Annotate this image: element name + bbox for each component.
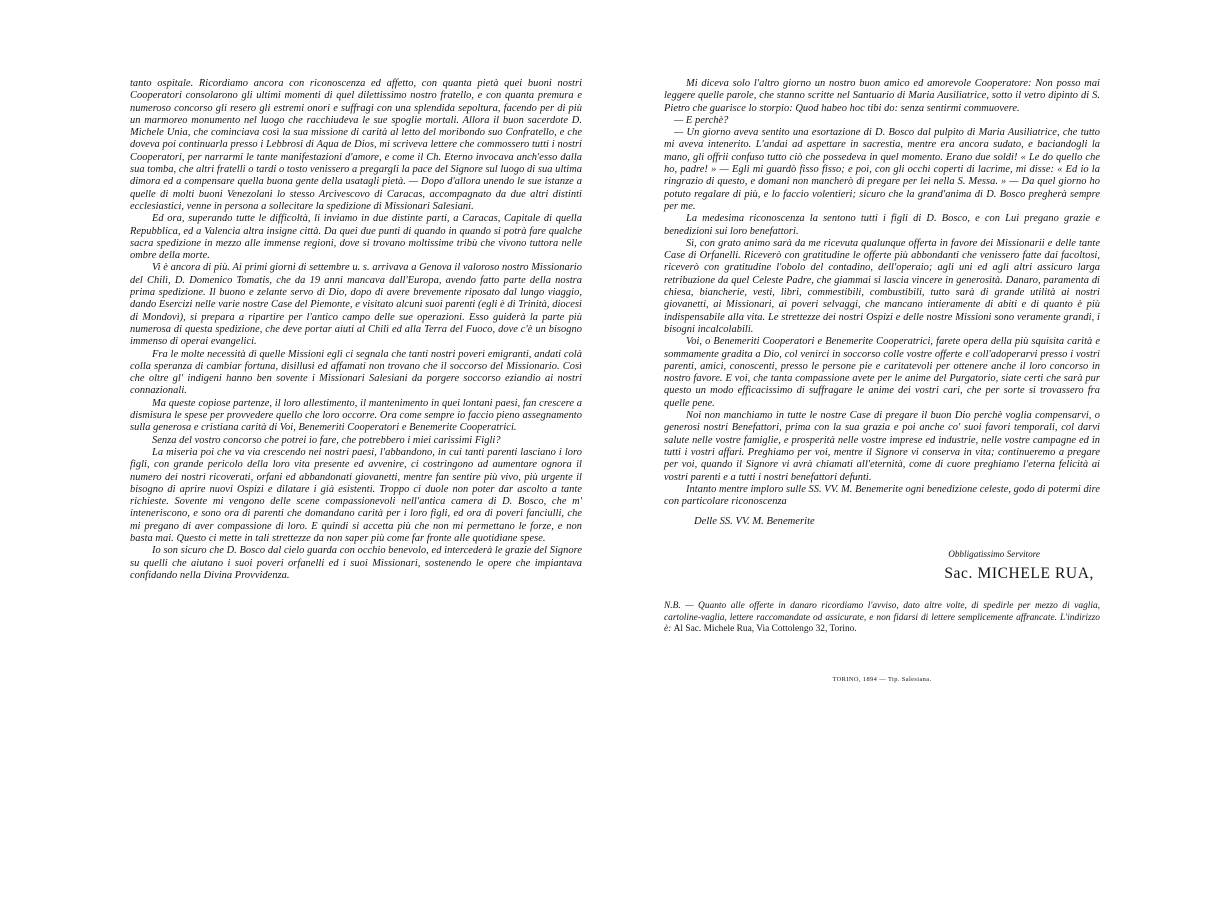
right-paragraph: Mi diceva solo l'altro giorno un nostro buon amico ed amorevole Cooperatore: Non posso mai leggere quelle parole, che stanno scritte nel Santuario di Maria Ausiliatrice, sotto il vetro dipinto di S. Pietro che guarisce lo storpio: Quod habeo hoc tibi do: senza sentirmi commuovere.: [664, 78, 1100, 114]
right-paragraph: — Un giorno aveva sentito una esortazione di D. Bosco dal pulpito di Maria Ausiliatrice, che tutto mi aveva intenerito. L'andai ad aspettare in sacrestia, mentre era ancora sudato, e baciandogli la mano, gli offrii confuso tutto ciò che possedeva in quel momento. Erano due soldi! « Le do quello che ho, padre! » — Egli mi guardò fisso fisso; e poi, con gli occhi coperti di lacrime, mi disse: « Ed io la ringrazio di questo, e domani non mancherò di pregare per lei nella S. Messa. » — Da quel giorno ho potuto regalare di più, e lo faccio volentieri; sicuro che la grand'anima di D. Bosco pregherà sempre per me.: [664, 127, 1100, 212]
right-paragraph: Voi, o Benemeriti Cooperatori e Benemerite Cooperatrici, farete opera della più squisita carità e sommamente gradita a Dio, col venirci in soccorso colle vostre offerte e coll'adoperarvi presso i vostri parenti, amici, conoscenti, presso le persone pie e caritatevoli per ottenere anche il loro concorso in nostro favore. E voi, che tanta compassione avete per le anime del Purgatorio, siate certi che sarà pur questo un modo efficacissimo di suffragare le anime dei vostri cari, che per sorte si trovassero fra quelle pene.: [664, 336, 1100, 409]
closing-salutation: Delle SS. VV. M. Benemerite: [694, 516, 815, 528]
right-paragraph: — E perchè?: [674, 114, 729, 126]
left-paragraph: tanto ospitale. Ricordiamo ancora con riconoscenza ed affetto, con quanta pietà quei buoni nostri Cooperatori consolarono gli ultimi momenti di quel dilettissimo nostro fratello, e con quanta premura e numeroso concorso gli resero gli estremi onori e suffragi con una splendida sepoltura, facendo per di più un marmoreo monumento nel luogo che racchiudeva le sue spoglie mortali. Allora il buon sacerdote D. Michele Unia, che cominciava così la sua missione di carità al letto del moribondo suo Confratello, e che doveva poi continuarla presso i Lebbrosi di Aqua de Dios, mi scriveva lettere che commossero tutti i nostri Cooperatori, per narrarmi le tante manifestazioni d'amore, e come il Ch. Eterno invocava anch'esso dalla sua tomba, che altri fratelli o tardi o tosto venissero a pregargli la pace del Signore sul luogo di sua ultima dimora ed a compensare quella buona gente della usatagli pietà. — Dopo d'allora unendo le sue istanze a quelle di molti buoni Venezolani lo stesso Arcivescovo di Caracas, accompagnato da due altri distinti ecclesiastici, venne in persona a sollecitare la spedizione di Missionari Salesiani.: [130, 78, 582, 212]
right-paragraph: La medesima riconoscenza la sentono tutti i figli di D. Bosco, e con Lui pregano grazie e benedizioni sui loro benefattori.: [664, 213, 1100, 237]
right-paragraph: Noi non manchiamo in tutte le nostre Case di pregare il buon Dio perchè voglia compensarvi, o generosi nostri Benefattori, prima con la sua grazia e poi anche co' suoi favori temporali, col darvi salute nelle vostre famiglie, e prosperità nelle vostre imprese ed industrie, nelle vostre campagne ed in tutti i vostri affari. Preghiamo per voi, mentre il Signore vi conserva in vita; continueremo a pregare per voi, quando il Signore vi avrà chiamati all'eternità, come di cuore preghiamo l'eterna felicità ai vostri parenti e a tutti i nostri benefattori defunti.: [664, 410, 1100, 483]
right-page: [664, 78, 1100, 778]
nota-bene-text: N.B. — Quanto alle offerte in danaro ricordiamo l'avviso, dato altre volte, di spedirle per mezzo di vaglia, cartoline-vaglia, lettere raccomandate od assicurate, e non fidarsi di lettere semplicemente affrancate. L'indirizzo è:: [664, 601, 1100, 635]
left-paragraph: La miseria poi che va via crescendo nei nostri paesi, l'abbandono, in cui tanti parenti lasciano i loro figli, con grande pericolo della loro vita presente ed avvenire, ci costringono ad aumentare ognora il numero dei nostri ricoverati, orfani ed abbandonati giovanetti, mentre fan sentire più vivo, più urgente il bisogno di aprire nuovi Ospizi e dilatare i già esistenti. Troppo ci duole non poter dar ascolto a tante richieste. Sovente mi vengono delle scene compassionevoli nell'antica camera di D. Bosco, che m' inteneriscono, e sono ora di parenti che domandano carità per i loro figli, ed ora di poveri fanciulli, che mi pregano di aver compassione di loro. E quindi si accetta più che non mi permettano le forze, e non basta mai. Questo ci mette in tali strettezze da non saper più come far fronte alle quotidiane spese.: [130, 446, 582, 544]
left-paragraph: Io son sicuro che D. Bosco dal cielo guarda con occhio benevolo, ed intercederà le grazie del Signore su quelli che aiutano i suoi poveri orfanelli ed i suoi Missionari, sostenendo le opere che impiantava confidando nella Divina Provvidenza.: [130, 545, 582, 581]
left-paragraph: Ma queste copiose partenze, il loro allestimento, il mantenimento in quei lontani paesi, fan crescere a dismisura le spese per provvedere quello che loro occorre. Ora come sempre io faccio pieno assegnamento sulla generosa e cristiana carità di Voi, Benemeriti Cooperatori e Benemerite Cooperatrici.: [130, 397, 582, 434]
nota-bene: [664, 601, 1100, 635]
left-paragraph: Vi è ancora di più. Ai primi giorni di settembre u. s. arrivava a Genova il valoroso nostro Missionario del Chilì, D. Domenico Tomatis, che da 19 anni mancava dall'Europa, avendo fatto parte della nostra prima spedizione. Il buono e zelante servo di Dio, dopo di avere brevemente riposato dal lungo viaggio, dando Esercizi nelle varie nostre Case del Piemonte, e visitato alcuni suoi parenti (egli è di Trinità, diocesi di Mondovì), si prepara a ripartire per l'antico campo delle sue operazioni. Esso guiderà la parte più numerosa di questa spedizione, che deve portar aiuti al Chilì ed alla Terra del Fuoco, dove c'è un bisogno immenso di operai evangelici.: [130, 262, 582, 348]
left-paragraph: Senza del vostro concorso che potrei io fare, che potrebbero i miei carissimi Figli?: [152, 434, 501, 446]
right-paragraph: Intanto mentre imploro sulle SS. VV. M. Benemerite ogni benedizione celeste, godo di potermi dire con particolare riconoscenza: [664, 483, 1100, 508]
left-page: [130, 78, 582, 758]
right-paragraph: Sì, con grato animo sarà da me ricevuta qualunque offerta in favore dei Missionarii e delle tante Case di Orfanelli. Riceverò con gratitudine le offerte più abbondanti che venissero fatte dai facoltosi, riceverò con gratitudine l'obolo del contadino, dell'operaio; agli uni ed agli altri assicuro larga retribuzione da quel Celeste Padre, che giammai si lascia vincere in generosità. Danaro, paramenta di chiesa, biancherie, vesti, libri, commestibili, combustibili, tutto sarà di grande utilità ai nostri giovanetti, ai Missionari, ai poveri selvaggi, che mancano intieramente di abiti e di quanto è più indispensabile alla vita. Le strettezze dei nostri Ospizi e delle nostre Missioni sono veramente grandi, i bisogni incalcolabili.: [664, 237, 1100, 335]
left-paragraph: Ed ora, superando tutte le difficoltà, li inviamo in due distinte parti, a Caracas, Capitale di quella Repubblica, ed a Valencia altra insigne città. Da quei due punti di quando in quando si potrà fare qualche sacra spedizione in mezzo alle immense regioni, dove si trovano moltissime tribù che vivono tuttora nelle ombre della morte.: [130, 213, 582, 262]
signature: Sac. MICHELE RUA,: [944, 565, 1094, 583]
printer-imprint: TORINO, 1894 — Tip. Salesiana.: [832, 675, 932, 683]
obbligatissimo-line: Obbligatissimo Servitore: [948, 549, 1040, 560]
left-paragraph: Fra le molte necessità di quelle Missioni egli ci segnala che tanti nostri poveri emigranti, andati colà colla speranza di cambiar fortuna, disillusi ed affamati non trovano che il soccorso del Missionario. Così che oltre gl' indigeni hanno ben sovente i Missionari Salesiani da porgere soccorso eziandio ai nostri connazionali.: [130, 348, 582, 397]
nota-bene-address: Al Sac. Michele Rua, Via Cottolengo 32, Torino.: [673, 624, 857, 635]
